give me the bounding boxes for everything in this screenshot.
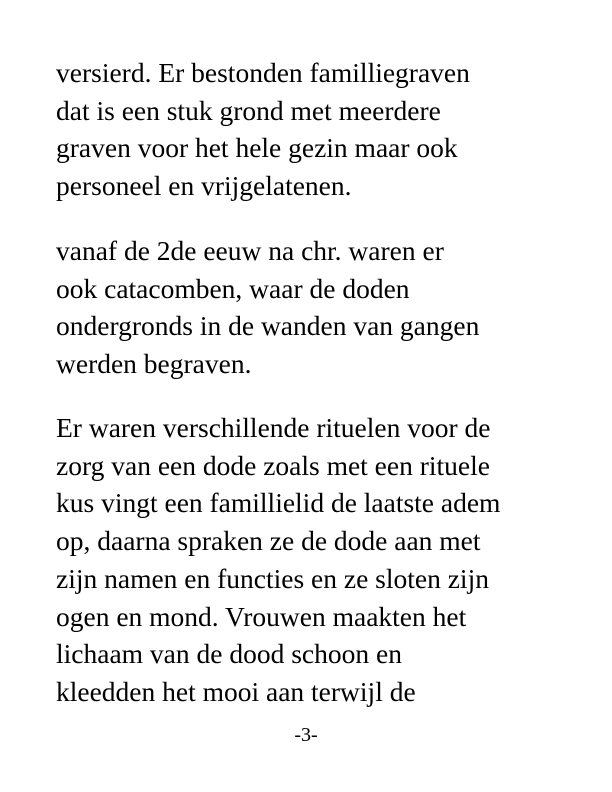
text-line: versierd. Er bestonden familliegraven (56, 57, 470, 88)
text-line: vanaf de 2de eeuw na chr. waren er (56, 235, 444, 266)
text-line: ogen en mond. Vrouwen maakten het (56, 600, 467, 632)
text-line: zijn namen en functies en ze sloten zijn (56, 562, 489, 594)
text-line: ondergronds in de wanden van gangen (56, 310, 480, 342)
text-line: kus vingt een famillielid de laatste adem (56, 487, 501, 519)
text-line: zorg van een dode zoals met een rituele (56, 449, 490, 481)
text-line: ook catacomben, waar de doden (56, 272, 410, 304)
page-number: -3- (294, 724, 318, 746)
text-line: op, daarna spraken ze de dode aan met (56, 525, 481, 557)
text-line: graven voor het hele gezin maar ook (56, 132, 458, 164)
text-line: personeel en vrijgelatenen. (56, 170, 352, 202)
text-line: Er waren verschillende rituelen voor de (56, 412, 491, 443)
paragraph-1 (56, 54, 596, 205)
text-line: kleedden het mooi aan terwijl de (56, 675, 416, 707)
text-line: werden begraven. (56, 348, 252, 380)
paragraph-2 (56, 232, 596, 383)
text-line: lichaam van de dood schoon en (56, 638, 402, 670)
paragraph-3 (56, 409, 596, 711)
text-line: dat is een stuk grond met meerdere (56, 94, 441, 126)
